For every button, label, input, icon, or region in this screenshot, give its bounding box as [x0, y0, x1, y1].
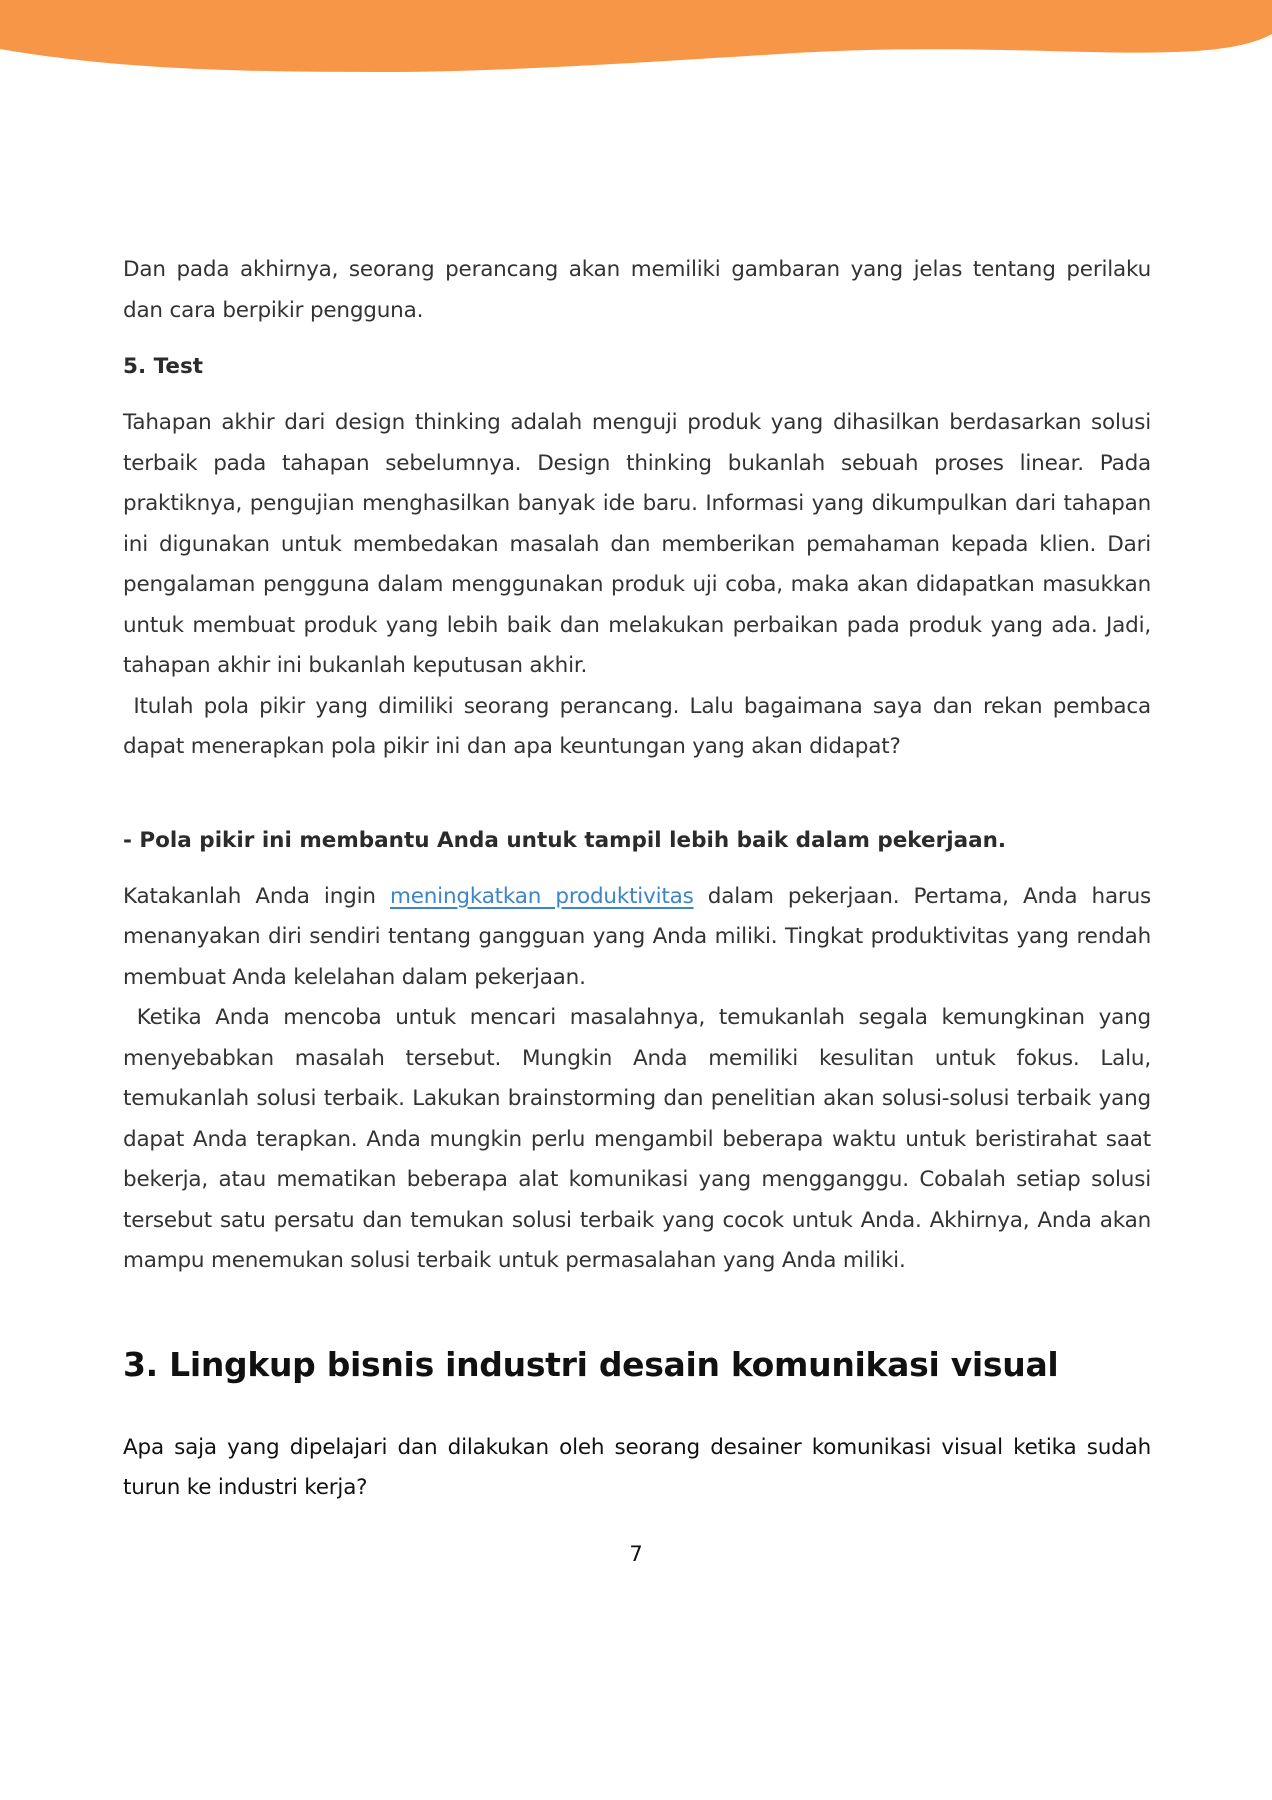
- paragraph-test: Tahapan akhir dari design thinking adalah menguji produk yang dihasilkan berdasarkan solusi terbaik pada tahapan sebelumnya. Design thinking bukanlah sebuah proses linear. Pada praktiknya, pengujian menghasilkan banyak ide baru. Informasi yang dikumpulkan dari tahapan ini digunakan untuk membedakan masalah dan memberikan pemahaman kepada klien. Dari pengalaman pengguna dalam menggunakan produk uji coba, maka akan didapatkan masukkan untuk membuat produk yang lebih baik dan melakukan perbaikan pada produk yang ada. Jadi, tahapan akhir ini bukanlah keputusan akhir.: [123, 410, 1151, 678]
- paragraph-ketika-text: Ketika Anda mencoba untuk mencari masalahnya, temukanlah segala kemungkinan yang menyebabkan masalah tersebut. Mungkin Anda memiliki kesulitan untuk fokus. Lalu, temukanlah solusi terbaik. Lakukan brainstorming dan penelitian akan solusi-solusi terbaik yang dapat Anda terapkan. Anda mungkin perlu mengambil beberapa waktu untuk beristirahat saat bekerja, atau mematikan beberapa alat komunikasi yang mengganggu. Cobalah setiap solusi tersebut satu persatu dan temukan solusi terbaik yang cocok untuk Anda. Akhirnya, Anda akan mampu menemukan solusi terbaik untuk permasalahan yang Anda miliki.: [123, 1005, 1158, 1273]
- paragraph-katakanlah-start: Katakanlah Anda ingin: [123, 883, 390, 909]
- paragraph-section3: Apa saja yang dipelajari dan dilakukan oleh seorang desainer komunikasi visual ketika sudah turun ke industri kerja?: [123, 1434, 1151, 1500]
- page-number: 7: [629, 1542, 643, 1566]
- paragraph-ketika: [123, 998, 1158, 1282]
- wave-shape: [0, 0, 1272, 72]
- heading-test: 5. Test: [123, 354, 204, 379]
- paragraph-itulah-text: Itulah pola pikir yang dimiliki seorang perancang. Lalu bagaimana saya dan rekan pembaca dapat menerapkan pola pikir ini dan apa keuntungan yang akan didapat?: [123, 693, 1158, 759]
- document-page: [123, 250, 1158, 1509]
- paragraph-intro: Dan pada akhirnya, seorang perancang akan memiliki gambaran yang jelas tentang perilaku dan cara berpikir pengguna.: [123, 257, 1151, 323]
- link-meningkatkan-produktivitas[interactable]: meningkatkan produktivitas: [389, 883, 694, 909]
- subheading-benefit: - Pola pikir ini membantu Anda untuk tampil lebih baik dalam pekerjaan.: [123, 827, 1007, 853]
- paragraph-itulah: [123, 687, 1158, 768]
- paragraph-katakanlah-end: dalam pekerjaan. Pertama, Anda harus menanyakan diri sendiri tentang gangguan yang Anda miliki. Tingkat produktivitas yang rendah membuat Anda kelelahan dalam pekerjaan.: [123, 883, 1152, 990]
- orange-wave-header: [0, 0, 1272, 80]
- section-heading-3: 3. Lingkup bisnis industri desain komunikasi visual: [123, 1344, 1059, 1384]
- paragraph-katakanlah: [123, 877, 1151, 999]
